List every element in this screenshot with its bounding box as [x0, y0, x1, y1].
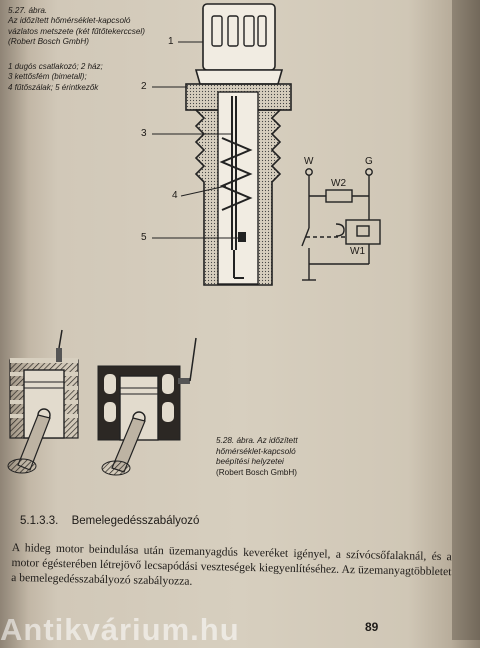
section-title: Bemelegedésszabályozó	[71, 515, 200, 527]
legend-line: 4 fűtőszálak; 5 érintkezők	[8, 82, 99, 92]
callout-3: 3	[141, 128, 147, 139]
callout-5: 5	[141, 232, 147, 243]
callout-2: 2	[141, 81, 147, 92]
caption-line: (Robert Bosch GmbH)	[216, 467, 297, 477]
circuit-label-g: G	[365, 156, 373, 167]
caption-line: (Robert Bosch GmbH)	[8, 36, 89, 46]
section-number: 5.1.3.3.	[20, 515, 59, 527]
caption-line: beépítési helyzetei	[216, 457, 284, 467]
circuit-label-w: W	[304, 156, 314, 167]
watermark: Antikvárium.hu	[0, 612, 240, 647]
caption-line: 5.28. ábra. Az időzített	[216, 436, 298, 445]
engine-cylinder-right	[98, 338, 196, 475]
circuit-label-w1: W1	[350, 246, 365, 257]
section-heading	[20, 515, 199, 527]
page-number: 89	[365, 620, 379, 634]
thermo-switch-cross-section	[186, 4, 291, 285]
legend-line: 3 kettősfém (bimetall);	[8, 72, 87, 82]
caption-line: Az időzített hőmérséklet-kapcsoló	[8, 16, 131, 26]
legend-line: 1 dugós csatlakozó; 2 ház;	[8, 62, 103, 71]
engine-cylinder-left	[8, 330, 78, 473]
caption-line: hőmérséklet-kapcsoló	[216, 446, 296, 456]
circuit-label-w2: W2	[331, 178, 346, 189]
figure-2-caption	[216, 436, 356, 478]
callout-4: 4	[172, 190, 178, 201]
callout-1: 1	[168, 36, 174, 47]
caption-line: vázlatos metszete (két fűtőtekerccsel)	[8, 26, 145, 36]
caption-line: 5.27. ábra.	[8, 6, 48, 15]
body-paragraph: A hideg motor beindulása után üzemanyagdús keveréket igényel, a szívócsőfalaknál, és a motor égésterében létrejövő lecsapódási veszteségek kiegyenlítéséhez. Az üzemanyagtöbbletet a bemelegedésszabályozó szabályozza.	[11, 540, 452, 588]
